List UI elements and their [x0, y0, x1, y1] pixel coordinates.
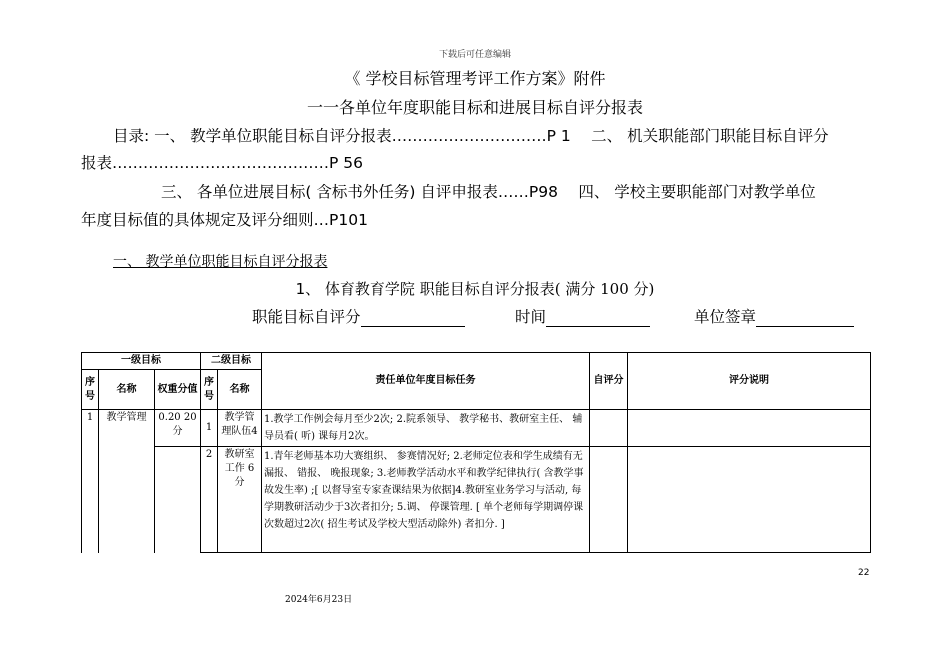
header-level1: 一级目标 [82, 353, 201, 370]
row2-sub-name: 教研室工作 6分 [218, 447, 262, 553]
row2-note-cell[interactable] [628, 447, 871, 553]
row1-seq: 1 [82, 410, 99, 553]
self-score-field [252, 305, 465, 327]
row2-task: 1.青年老师基本功大赛组织、 参赛情况好; 2.老师定位表和学生成绩有无漏报、 错报、 晚报现象; 3.老师教学活动水平和教学纪律执行( 含教学事故发生率) ;[ 以督导室专家查课结果为依据]4.教研室业务学习与活动, 每学期教研活动少于3次者扣分; 5.调、 停课管理. [ 单个老师每学期调停课次数超过2次( 招生考试及学校大型活动除外) 者扣分. ] [262, 447, 590, 553]
header-level2: 二级目标 [201, 353, 262, 370]
header-task: 责任单位年度目标任务 [262, 353, 590, 410]
header-seq: 序号 [82, 370, 99, 410]
page-number: 22 [858, 568, 870, 578]
toc-line-1: 目录: 一、 教学单位职能目标自评分报表…………………………P 1 二、 机关职能部门职能目标自评分 [113, 127, 829, 145]
toc-line-4: 年度目标值的具体规定及评分细则…P101 [81, 211, 368, 229]
row2-self-score-cell[interactable] [590, 447, 628, 553]
row2-weight-cell [155, 447, 201, 553]
stamp-label: 单位签章 [694, 308, 757, 326]
time-label: 时间 [515, 308, 547, 326]
header-note: 下载后可任意编辑 [438, 50, 511, 60]
row1-note-cell[interactable] [628, 410, 871, 447]
row1-self-score-cell[interactable] [590, 410, 628, 447]
row1-task: 1.教学工作例会每月至少2次; 2.院系领导、 教学秘书、教研室主任、 辅导员看( 听) 课每月2次。 [262, 410, 590, 447]
footer-date: 2024年6月23日 [285, 595, 353, 605]
toc-line-2: 报表……………………………………P 56 [81, 154, 363, 172]
header-seq2: 序号 [201, 370, 218, 410]
header-name: 名称 [99, 370, 155, 410]
time-field [515, 305, 650, 327]
time-blank[interactable] [546, 310, 650, 327]
header-self-score: 自评分 [590, 353, 628, 410]
row1-sub-seq: 1 [201, 410, 218, 447]
report-title [0, 278, 950, 299]
header-weight: 权重分值 [155, 370, 201, 410]
report-title-main: 1、 体育教育学院 职能目标自评分报表 [295, 280, 555, 298]
score-table [81, 352, 871, 553]
document-title: 《 学校目标管理考评工作方案》附件 [344, 69, 606, 88]
toc-line-3: 三、 各单位进展目标( 含标书外任务) 自评申报表……P98 四、 学校主要职能部门对教学单位 [161, 183, 816, 201]
row1-weight: 0.20 20分 [155, 410, 201, 447]
header-note: 评分说明 [628, 353, 871, 410]
row2-sub-seq: 2 [201, 447, 218, 553]
self-score-label: 职能目标自评分 [252, 308, 361, 326]
self-score-blank[interactable] [361, 310, 465, 327]
row1-name: 教学管理 [99, 410, 155, 553]
section-heading: 一、 教学单位职能目标自评分报表 [113, 254, 328, 270]
stamp-field [694, 305, 854, 327]
row1-sub-name: 教学管理队伍4 [218, 410, 262, 447]
header-name2: 名称 [218, 370, 262, 410]
document-subtitle: 一一各单位年度职能目标和进展目标自评分报表 [306, 98, 643, 117]
stamp-blank[interactable] [756, 310, 854, 327]
report-title-full-score: ( 满分 100 分) [554, 280, 655, 298]
